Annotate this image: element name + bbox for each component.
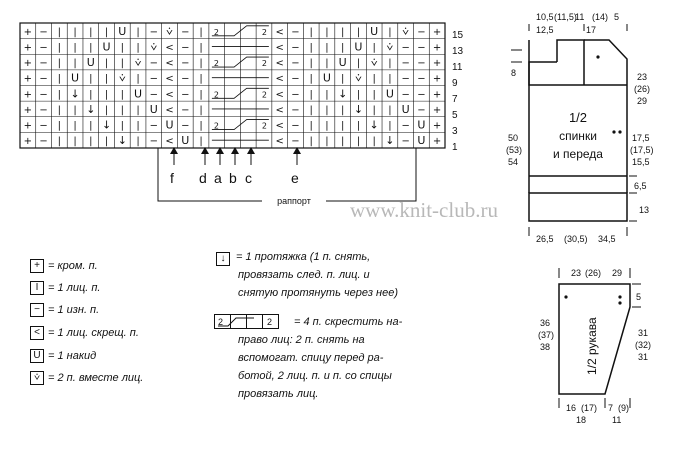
stitch-symbol: − <box>181 89 190 101</box>
cable-number: 2 <box>261 59 267 69</box>
stitch-symbol: < <box>275 89 284 101</box>
stitch-symbol: | <box>309 120 313 132</box>
stitch-symbol: | <box>73 26 77 38</box>
dim: 38 <box>540 342 551 352</box>
stitch-symbol: − <box>291 120 300 132</box>
dim: (53) <box>506 145 523 155</box>
stitch-symbol: U <box>322 71 331 85</box>
stitch-symbol: < <box>165 73 174 85</box>
marker-label-d: d <box>199 170 207 186</box>
stitch-symbol: + <box>432 58 442 70</box>
stitch-symbol: < <box>165 58 174 70</box>
legend-symbol: ↓ <box>216 252 230 266</box>
dim: 31 <box>638 352 649 362</box>
legend-item <box>30 302 99 318</box>
dim: 5 <box>614 12 620 22</box>
stitch-symbol: | <box>199 120 203 132</box>
sleeve-pattern-piece <box>538 268 651 425</box>
stitch-symbol: | <box>388 104 392 116</box>
stitch-symbol: | <box>372 89 376 101</box>
dim: 12,5 <box>536 25 554 35</box>
stitch-symbol: | <box>199 136 203 148</box>
stitch-symbol: − <box>181 42 190 54</box>
legend-symbol: < <box>30 326 44 340</box>
stitch-symbol: ⩒ <box>402 24 409 38</box>
stitch-symbol: | <box>57 58 62 70</box>
legend-text: право лиц: 2 п. снять на <box>238 334 365 346</box>
stitch-symbol: | <box>325 136 329 148</box>
stitch-symbol: U <box>102 40 111 54</box>
stitch-symbol: | <box>136 136 140 148</box>
row-number: 1 <box>452 142 458 153</box>
chart-symbols <box>24 25 442 147</box>
legend-text: снятую протянуть через нее) <box>238 287 398 299</box>
dim: 11 <box>612 415 622 425</box>
stitch-symbol: − <box>401 120 410 132</box>
stitch-symbol: − <box>417 89 426 101</box>
dim: 7 <box>608 403 614 413</box>
stitch-symbol: + <box>23 120 33 132</box>
stitch-symbol: | <box>199 104 203 116</box>
dim: 10,5 <box>536 12 554 22</box>
stitch-symbol: − <box>181 26 190 38</box>
legend-symbol: U <box>30 349 44 363</box>
stitch-symbol: | <box>309 136 313 148</box>
stitch-symbol: | <box>120 120 125 132</box>
stitch-symbol: | <box>356 58 361 70</box>
cable-number: 2 <box>261 90 267 100</box>
dim: 29 <box>637 96 648 106</box>
stitch-symbol: + <box>23 73 33 85</box>
stitch-symbol: ⩒ <box>134 56 142 70</box>
stitch-symbol: − <box>39 89 48 101</box>
stitch-symbol: | <box>325 120 329 132</box>
stitch-symbol: U <box>118 24 127 38</box>
stitch-symbol: | <box>89 89 93 101</box>
stitch-symbol: | <box>199 58 203 70</box>
stitch-symbol: − <box>181 104 190 116</box>
body-label-front: и переда <box>553 147 603 161</box>
stitch-symbol: − <box>291 89 300 101</box>
stitch-symbol: U <box>134 87 143 101</box>
stitch-symbol: + <box>432 26 442 38</box>
stitch-symbol: | <box>73 42 77 54</box>
stitch-symbol: + <box>432 89 442 101</box>
stitch-symbol: ⩒ <box>386 40 394 54</box>
legend-item <box>30 258 98 274</box>
legend-text: = 1 протяжка (1 п. снять, <box>236 251 371 263</box>
stitch-symbol: − <box>39 73 48 85</box>
stitch-symbol: | <box>356 136 361 148</box>
stitch-symbol: − <box>181 73 190 85</box>
stitch-symbol: − <box>417 42 426 54</box>
stitch-symbol: | <box>104 73 109 85</box>
legend-text: провязать лиц. <box>238 388 319 400</box>
stitch-symbol: U <box>417 134 426 148</box>
stitch-symbol: < <box>275 73 284 85</box>
dim: (26) <box>585 268 602 278</box>
stitch-symbol: | <box>325 58 329 70</box>
dim: 23 <box>637 72 648 82</box>
stitch-symbol: ↓ <box>117 134 127 148</box>
stitch-symbol: | <box>89 42 93 54</box>
legend-text: = 1 накид <box>48 350 97 362</box>
stitch-symbol: | <box>73 104 77 116</box>
legend-text: провязать след. п. лиц. и <box>238 269 370 281</box>
stitch-symbol: | <box>73 58 77 70</box>
stitch-symbol: < <box>165 89 174 101</box>
legend-item <box>30 370 143 386</box>
stitch-symbol: | <box>340 136 345 148</box>
cable-number: 2 <box>213 121 219 131</box>
stitch-symbol: − <box>401 42 410 54</box>
stitch-symbol: − <box>39 42 48 54</box>
dim: 5 <box>636 292 642 302</box>
stitch-symbol: | <box>309 104 313 116</box>
stitch-symbol: U <box>401 102 410 116</box>
stitch-symbol: − <box>39 136 48 148</box>
stitch-symbol: − <box>39 26 48 38</box>
dim: 18 <box>576 415 587 425</box>
stitch-symbol: + <box>432 42 442 54</box>
legend-text: = 1 лиц. п. <box>48 282 101 294</box>
stitch-symbol: U <box>181 134 190 148</box>
legend-symbol: I <box>30 281 44 295</box>
stitch-symbol: | <box>89 73 93 85</box>
stitch-symbol: | <box>136 42 140 54</box>
stitch-symbol: ↓ <box>353 102 364 116</box>
stitch-symbol: − <box>401 89 410 101</box>
stitch-symbol: + <box>432 136 442 148</box>
stitch-symbol: U <box>417 118 426 132</box>
dim: 8 <box>511 68 517 78</box>
stitch-symbol: | <box>199 89 203 101</box>
legend-symbol-slip <box>216 250 234 268</box>
stitch-symbol: | <box>120 104 125 116</box>
stitch-symbol: − <box>149 120 158 132</box>
cable-number: 2 <box>261 121 267 131</box>
stitch-symbol: < <box>275 120 284 132</box>
stitch-symbol: | <box>309 42 313 54</box>
stitch-symbol: < <box>275 26 284 38</box>
marker-label-f: f <box>170 170 174 186</box>
row-number: 15 <box>452 30 464 41</box>
dim: (32) <box>635 340 652 350</box>
stitch-symbol: | <box>57 104 62 116</box>
stitch-symbol: | <box>356 26 361 38</box>
stitch-symbol: | <box>136 104 140 116</box>
stitch-symbol: + <box>23 136 33 148</box>
dim: 54 <box>508 157 519 167</box>
dim: 26,5 <box>536 234 554 244</box>
dim: 36 <box>540 318 551 328</box>
dim: 11 <box>575 12 585 22</box>
stitch-symbol: U <box>86 56 95 70</box>
stitch-symbol: − <box>401 73 410 85</box>
legend-item <box>30 348 96 364</box>
dim: (30,5) <box>564 234 588 244</box>
stitch-symbol: U <box>338 56 347 70</box>
stitch-symbol: | <box>372 42 376 54</box>
stitch-symbol: ↓ <box>369 118 379 132</box>
cable-number: 2 <box>213 59 219 69</box>
stitch-symbol: | <box>340 120 345 132</box>
stitch-symbol: | <box>57 26 62 38</box>
legend-text: вспомогат. спицу перед ра- <box>238 352 384 364</box>
legend-symbol: ⩒ <box>30 371 44 385</box>
stitch-symbol: − <box>291 58 300 70</box>
stitch-symbol: | <box>325 42 329 54</box>
legend-item <box>30 325 139 341</box>
cable-number: 2 <box>213 27 219 37</box>
dim: 6,5 <box>634 181 647 191</box>
stitch-symbol: | <box>309 26 313 38</box>
marker-label-b: b <box>229 170 237 186</box>
stitch-symbol: − <box>291 104 300 116</box>
stitch-symbol: − <box>149 73 158 85</box>
stitch-symbol: | <box>325 104 329 116</box>
legend-cable-number: 2 <box>267 317 273 327</box>
watermark: www.knit-club.ru <box>350 198 498 222</box>
stitch-symbol: U <box>385 87 394 101</box>
stitch-symbol: U <box>165 118 174 132</box>
stitch-symbol: | <box>89 26 93 38</box>
stitch-symbol: | <box>199 73 203 85</box>
stitch-symbol: | <box>57 120 62 132</box>
dim: 17 <box>586 25 597 35</box>
stitch-symbol: ↓ <box>385 134 395 148</box>
marker-label-e: e <box>291 170 299 186</box>
stitch-symbol: + <box>23 26 33 38</box>
stitch-symbol: | <box>388 73 392 85</box>
legend-text: = 1 лиц. скрещ. п. <box>48 327 139 339</box>
stitch-symbol: | <box>73 136 77 148</box>
stitch-symbol: ↓ <box>338 87 348 101</box>
stitch-symbol: | <box>89 120 93 132</box>
stitch-symbol: < <box>275 104 284 116</box>
stitch-symbol: | <box>309 58 313 70</box>
stitch-symbol: ⩒ <box>118 71 126 85</box>
legend-symbol: + <box>30 259 44 273</box>
stitch-symbol: ⩒ <box>355 71 362 85</box>
stitch-symbol: | <box>325 89 329 101</box>
stitch-chart <box>20 23 445 148</box>
stitch-symbol: ⩒ <box>166 24 173 38</box>
dim: 23 <box>571 268 582 278</box>
dim: 50 <box>508 133 519 143</box>
dim: 15,5 <box>632 157 650 167</box>
stitch-symbol: − <box>39 58 48 70</box>
stitch-symbol: < <box>165 136 174 148</box>
sleeve-label: 1/2 рукава <box>585 317 599 375</box>
stitch-symbol: | <box>309 73 313 85</box>
stitch-symbol: | <box>120 89 125 101</box>
dim: (11,5) <box>554 12 577 22</box>
stitch-symbol: | <box>89 136 93 148</box>
stitch-symbol: | <box>356 120 361 132</box>
dim: 29 <box>612 268 623 278</box>
cable-number: 2 <box>261 27 267 37</box>
stitch-symbol: − <box>417 26 426 38</box>
legend-text: ботой, 2 лиц. п. и п. со спицы <box>238 370 392 382</box>
stitch-symbol: + <box>432 104 442 116</box>
legend-text: = 2 п. вместе лиц. <box>48 372 144 384</box>
stitch-symbol: < <box>165 104 174 116</box>
stitch-symbol: | <box>57 73 62 85</box>
stitch-symbol: < <box>275 136 284 148</box>
stitch-symbol: ⩒ <box>370 56 378 70</box>
stitch-symbol: − <box>39 120 48 132</box>
stitch-symbol: − <box>291 73 300 85</box>
stitch-symbol: + <box>23 42 33 54</box>
stitch-symbol: | <box>136 26 140 38</box>
stitch-symbol: U <box>149 102 158 116</box>
stitch-symbol: ↓ <box>101 118 112 132</box>
dim: 17,5 <box>632 133 650 143</box>
stitch-symbol: | <box>199 26 203 38</box>
stitch-symbol: | <box>104 104 109 116</box>
stitch-symbol: | <box>388 120 392 132</box>
legend-item <box>30 280 101 296</box>
legend-text: = кром. п. <box>48 260 98 272</box>
stitch-symbol: − <box>181 120 190 132</box>
dim: (9) <box>618 403 629 413</box>
stitch-symbol: | <box>372 104 376 116</box>
stitch-symbol: | <box>340 26 345 38</box>
stitch-symbol: + <box>23 104 33 116</box>
stitch-symbol: + <box>432 73 442 85</box>
column-markers <box>170 147 301 186</box>
stitch-symbol: < <box>165 42 174 54</box>
row-number: 9 <box>452 78 458 89</box>
dim: 16 <box>566 403 577 413</box>
stitch-symbol: − <box>401 136 410 148</box>
dim: (17) <box>581 403 598 413</box>
legend-text: = 1 изн. п. <box>48 304 100 316</box>
stitch-symbol: − <box>149 58 158 70</box>
stitch-symbol: | <box>120 42 125 54</box>
stitch-symbol: | <box>325 26 329 38</box>
body-pattern-piece <box>506 12 654 244</box>
stitch-symbol: − <box>39 104 48 116</box>
stitch-symbol: − <box>291 136 300 148</box>
legend-text: = 4 п. скрестить на- <box>294 316 403 328</box>
dim: 31 <box>638 328 649 338</box>
stitch-symbol: | <box>136 120 140 132</box>
row-number: 13 <box>452 46 464 57</box>
stitch-symbol: | <box>120 58 125 70</box>
stitch-symbol: | <box>73 120 77 132</box>
stitch-symbol: | <box>57 89 62 101</box>
stitch-symbol: − <box>149 136 158 148</box>
stitch-symbol: | <box>57 42 62 54</box>
stitch-symbol: | <box>340 104 345 116</box>
stitch-symbol: < <box>275 42 284 54</box>
stitch-symbol: | <box>104 26 109 38</box>
stitch-symbol: + <box>23 58 33 70</box>
dim: (37) <box>538 330 555 340</box>
stitch-symbol: − <box>149 89 158 101</box>
stitch-symbol: + <box>432 120 442 132</box>
stitch-symbol: | <box>356 89 361 101</box>
stitch-symbol: − <box>291 26 300 38</box>
stitch-symbol: − <box>417 73 426 85</box>
row-number: 5 <box>452 110 458 121</box>
legend-cable-number: 2 <box>218 317 224 327</box>
marker-label-c: c <box>245 170 252 186</box>
repeat-label: раппорт <box>277 196 311 206</box>
stitch-symbol: − <box>417 104 426 116</box>
stitch-symbol: − <box>149 26 158 38</box>
stitch-symbol: | <box>136 73 140 85</box>
legend-cable-symbol <box>214 314 288 330</box>
stitch-symbol: U <box>71 71 80 85</box>
stitch-symbol: | <box>340 42 345 54</box>
dim: (17,5) <box>630 145 654 155</box>
cable-number: 2 <box>213 90 219 100</box>
stitch-symbol: | <box>199 42 203 54</box>
stitch-symbol: − <box>291 42 300 54</box>
row-numbers <box>452 30 464 153</box>
body-label-fraction: 1/2 <box>568 110 588 125</box>
stitch-symbol: U <box>370 24 379 38</box>
stitch-symbol: | <box>340 73 345 85</box>
row-number: 7 <box>452 94 458 105</box>
stitch-symbol: | <box>372 73 376 85</box>
dim: 34,5 <box>598 234 616 244</box>
stitch-symbol: − <box>417 58 426 70</box>
row-number: 11 <box>452 62 463 73</box>
dim: 13 <box>639 205 650 215</box>
stitch-symbol: + <box>23 89 33 101</box>
stitch-symbol: | <box>57 136 62 148</box>
stitch-symbol: | <box>309 89 313 101</box>
stitch-symbol: U <box>354 40 363 54</box>
body-label-back: спинки <box>559 129 597 143</box>
stitch-symbol: < <box>275 58 284 70</box>
dim: (26) <box>634 84 651 94</box>
stitch-symbol: | <box>104 89 109 101</box>
row-number: 3 <box>452 126 458 137</box>
stitch-symbol: ⩒ <box>150 40 158 54</box>
stitch-symbol: | <box>388 26 392 38</box>
stitch-symbol: − <box>181 58 190 70</box>
stitch-symbol: − <box>401 58 410 70</box>
stitch-symbol: | <box>104 136 109 148</box>
legend-symbol: − <box>30 303 44 317</box>
stitch-symbol: | <box>104 58 109 70</box>
marker-label-a: a <box>214 170 222 186</box>
dim: (14) <box>592 12 609 22</box>
stitch-symbol: | <box>388 58 392 70</box>
stitch-symbol: ↓ <box>86 102 96 116</box>
stitch-symbol: ↓ <box>70 87 80 101</box>
stitch-symbol: | <box>372 136 376 148</box>
